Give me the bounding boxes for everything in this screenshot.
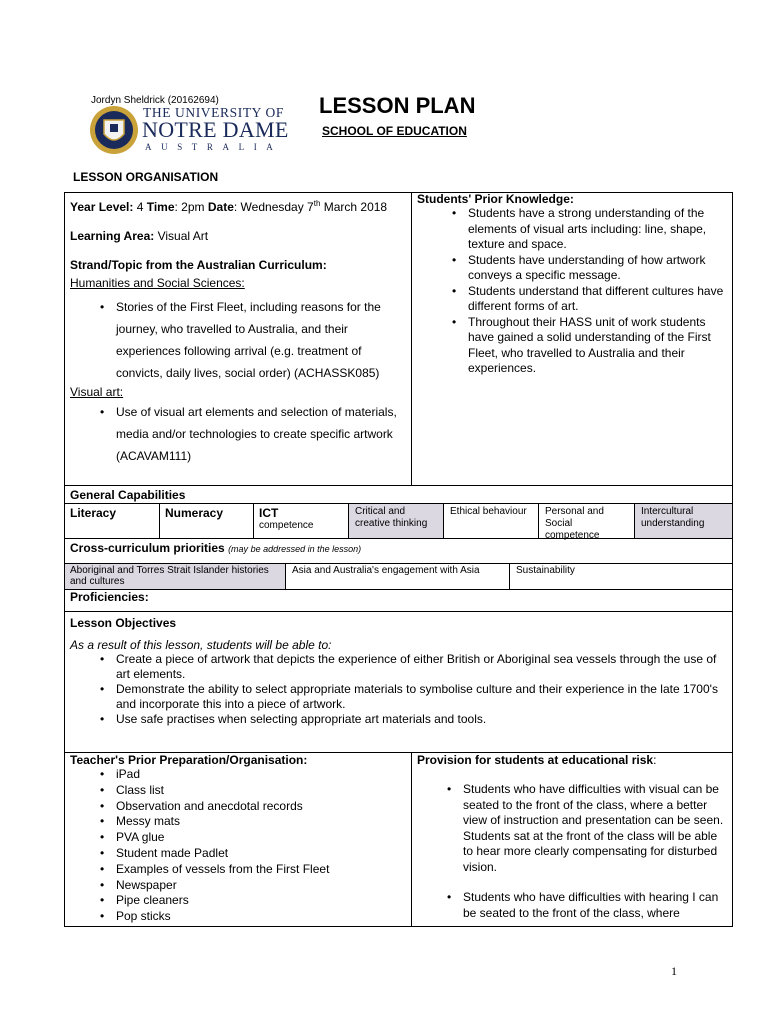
list-item: • Students have understanding of how artwork conveys a specific message. <box>468 253 727 284</box>
strand-label: Strand/Topic from the Australian Curriculum: <box>70 258 327 272</box>
date-rest: March 2018 <box>320 200 388 214</box>
university-logo <box>89 104 294 156</box>
page-title: LESSON PLAN <box>319 93 476 118</box>
list-item: • Class list <box>116 783 406 799</box>
prior-knowledge-list <box>417 206 727 377</box>
list-item: • Use safe practises when selecting appropriate art materials and tools. <box>116 712 727 727</box>
list-item: • Observation and anecdotal records <box>116 799 406 815</box>
objectives-intro: As a result of this lesson, students will be able to: <box>70 638 332 652</box>
list-item: • Messy mats <box>116 814 406 830</box>
objectives-heading: Lesson Objectives <box>70 616 177 630</box>
priority-sustainability: Sustainability <box>509 564 732 589</box>
page-number: 1 <box>671 964 677 978</box>
date-label: Date <box>207 200 234 214</box>
cross-curriculum-heading: Cross-curriculum priorities <box>70 541 225 555</box>
hass-heading: Humanities and Social Sciences: <box>70 276 245 290</box>
provision-heading: Provision for students at educational risk <box>417 753 654 767</box>
capabilities-row <box>65 503 732 541</box>
capability-ethical: Ethical behaviour <box>443 504 538 538</box>
list-item: • Stories of the First Fleet, including reasons for the journey, who travelled to Australia, and their experiences following arrival (e.g. treatment of convicts, daily lives, social order) (ACHASSK085) <box>116 296 406 384</box>
visual-art-list <box>70 401 406 467</box>
capability-literacy: Literacy <box>70 506 117 520</box>
list-item: • Pipe cleaners <box>116 893 406 909</box>
learning-area-value: Visual Art <box>154 229 209 243</box>
visual-art-heading: Visual art: <box>70 385 124 399</box>
objectives-cell <box>65 611 732 752</box>
list-item: • Students who have difficulties with visual can be seated to the front of the class, where a better view of instruction and presentation can be seen. Students sat at the front of the class will be able to hear more clearly compensating for disturbed vision. <box>463 782 727 875</box>
provision-list <box>417 782 727 921</box>
objectives-list <box>70 652 727 727</box>
prior-knowledge-cell <box>411 193 732 485</box>
general-capabilities-heading: General Capabilities <box>65 485 732 503</box>
list-item: • Students who have difficulties with hearing I can be seated to the front of the class, where <box>463 890 727 921</box>
list-item: • Pop sticks <box>116 909 406 925</box>
date-sup: th <box>313 199 321 208</box>
lesson-plan-table <box>64 192 733 927</box>
list-item: • Throughout their HASS unit of work students have gained a solid understanding of the First Fleet, who travelled to Australia and their experiences. <box>468 315 727 377</box>
list-item: • PVA glue <box>116 830 406 846</box>
list-item: • Student made Padlet <box>116 846 406 862</box>
preparation-cell <box>65 752 411 926</box>
prior-knowledge-heading: Students' Prior Knowledge: <box>417 192 574 206</box>
capability-critical: Critical and creative thinking <box>348 504 443 538</box>
capability-ict <box>253 504 348 538</box>
list-item: • Use of visual art elements and selection of materials, media and/or technologies to create specific artwork (ACAVAM111) <box>116 401 406 467</box>
cross-curriculum-note: (may be addressed in the lesson) <box>228 544 362 554</box>
preparation-list <box>70 767 406 925</box>
section-heading: LESSON ORGANISATION <box>73 170 219 184</box>
date-value: : Wednesday 7 <box>233 200 314 214</box>
list-item: • Create a piece of artwork that depicts the experience of either British or Aboriginal sea vessels through the use of art elements. <box>116 652 727 682</box>
provision-cell <box>411 752 732 926</box>
capability-sub: competence <box>259 520 314 531</box>
cross-curriculum-row <box>65 563 732 589</box>
proficiencies-heading: Proficiencies: <box>65 589 732 611</box>
logo-line-3: AUSTRALIA <box>145 142 283 152</box>
list-item: • Newspaper <box>116 878 406 894</box>
list-item: • Students have a strong understanding of the elements of visual arts including: line, shape, texture and space. <box>468 206 727 253</box>
year-level-value: 4 <box>133 200 147 214</box>
list-item: • Examples of vessels from the First Fleet <box>116 862 406 878</box>
author-name: Jordyn Sheldrick (20162694) <box>91 95 219 106</box>
capability-numeracy: Numeracy <box>159 504 253 538</box>
provision-heading-suffix: : <box>653 753 657 767</box>
lesson-details-cell <box>65 193 411 485</box>
year-level-label: Year Level: <box>70 200 134 214</box>
list-item: • iPad <box>116 767 406 783</box>
logo-line-2: NOTRE DAME <box>142 117 289 142</box>
list-item: • Students understand that different cultures have different forms of art. <box>468 284 727 315</box>
cross-curriculum-heading-row <box>65 538 732 563</box>
crest-icon <box>89 104 139 156</box>
capability-main: ICT <box>259 506 279 520</box>
logo-line-1: THE UNIVERSITY OF <box>143 105 284 120</box>
page-subtitle: SCHOOL OF EDUCATION <box>322 124 467 138</box>
hass-list <box>70 296 406 384</box>
learning-area-label: Learning Area: <box>70 229 155 243</box>
time-value: : 2pm <box>174 200 208 214</box>
time-label: Time <box>146 200 175 214</box>
priority-aboriginal: Aboriginal and Torres Strait Islander histories and cultures <box>65 564 285 589</box>
list-item: • Demonstrate the ability to select appropriate materials to symbolise culture and their experience in the late 1700's and incorporate this into a piece of artwork. <box>116 682 727 712</box>
capability-personal-social: Personal and Social competence <box>538 504 634 538</box>
capability-intercultural: Intercultural understanding <box>634 504 732 538</box>
preparation-heading: Teacher's Prior Preparation/Organisation: <box>70 753 308 767</box>
priority-asia: Asia and Australia's engagement with Asia <box>285 564 509 589</box>
